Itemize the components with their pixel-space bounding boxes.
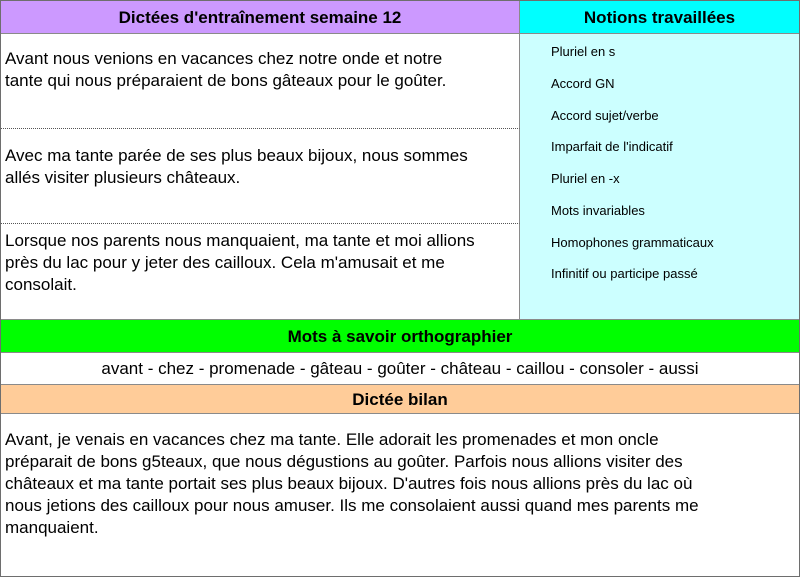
mots-list: avant - chez - promenade - gâteau - goûter - château - caillou - consoler - aussi <box>1 353 799 384</box>
bilan-line-2: préparait de bons g5teaux, que nous dégustions au goûter. Parfois nous allions visiter des <box>5 452 683 471</box>
dictee-1 <box>1 34 520 129</box>
worksheet-title: Dictées d'entraînement semaine 12 <box>1 1 520 34</box>
dictee-2-line-1: Avec ma tante parée de ses plus beaux bijoux, nous sommes <box>5 146 468 165</box>
dictee-3-line-2: près du lac pour y jeter des cailloux. Cela m'amusait et me <box>5 253 445 272</box>
notion-item: Infinitif ou participe passé <box>551 266 698 281</box>
dictee-3-line-1: Lorsque nos parents nous manquaient, ma tante et moi allions <box>5 231 475 250</box>
notion-item: Pluriel en -x <box>551 171 620 186</box>
notion-item: Homophones grammaticaux <box>551 235 714 250</box>
dictee-3 <box>1 224 520 319</box>
notion-item: Mots invariables <box>551 203 645 218</box>
notions-list <box>520 34 799 319</box>
bilan-line-4: nous jetions des cailloux pour nous amuser. Ils me consolaient aussi quand mes parents me <box>5 496 699 515</box>
bilan-line-1: Avant, je venais en vacances chez ma tante. Elle adorait les promenades et mon oncle <box>5 430 659 449</box>
notion-item: Pluriel en s <box>551 44 616 59</box>
notion-item: Imparfait de l'indicatif <box>551 139 673 154</box>
dictee-1-line-1: Avant nous venions en vacances chez notre onde et notre <box>5 49 443 68</box>
notion-item: Accord GN <box>551 76 615 91</box>
notions-header: Notions travaillées <box>520 1 799 34</box>
bilan-line-3: châteaux et ma tante portait ses plus beaux bijoux. D'autres fois nous allions près du lac où <box>5 474 693 493</box>
dictee-2 <box>1 129 520 224</box>
bilan-text <box>1 414 799 576</box>
bilan-header: Dictée bilan <box>1 384 799 414</box>
dictee-1-line-2: tante qui nous préparaient de bons gâteaux pour le goûter. <box>5 71 447 90</box>
dictee-2-line-2: allés visiter plusieurs châteaux. <box>5 168 241 187</box>
bilan-line-5: manquaient. <box>5 518 99 537</box>
mots-header: Mots à savoir orthographier <box>1 319 799 353</box>
notion-item: Accord sujet/verbe <box>551 108 659 123</box>
dictee-3-line-3: consolait. <box>5 275 77 294</box>
